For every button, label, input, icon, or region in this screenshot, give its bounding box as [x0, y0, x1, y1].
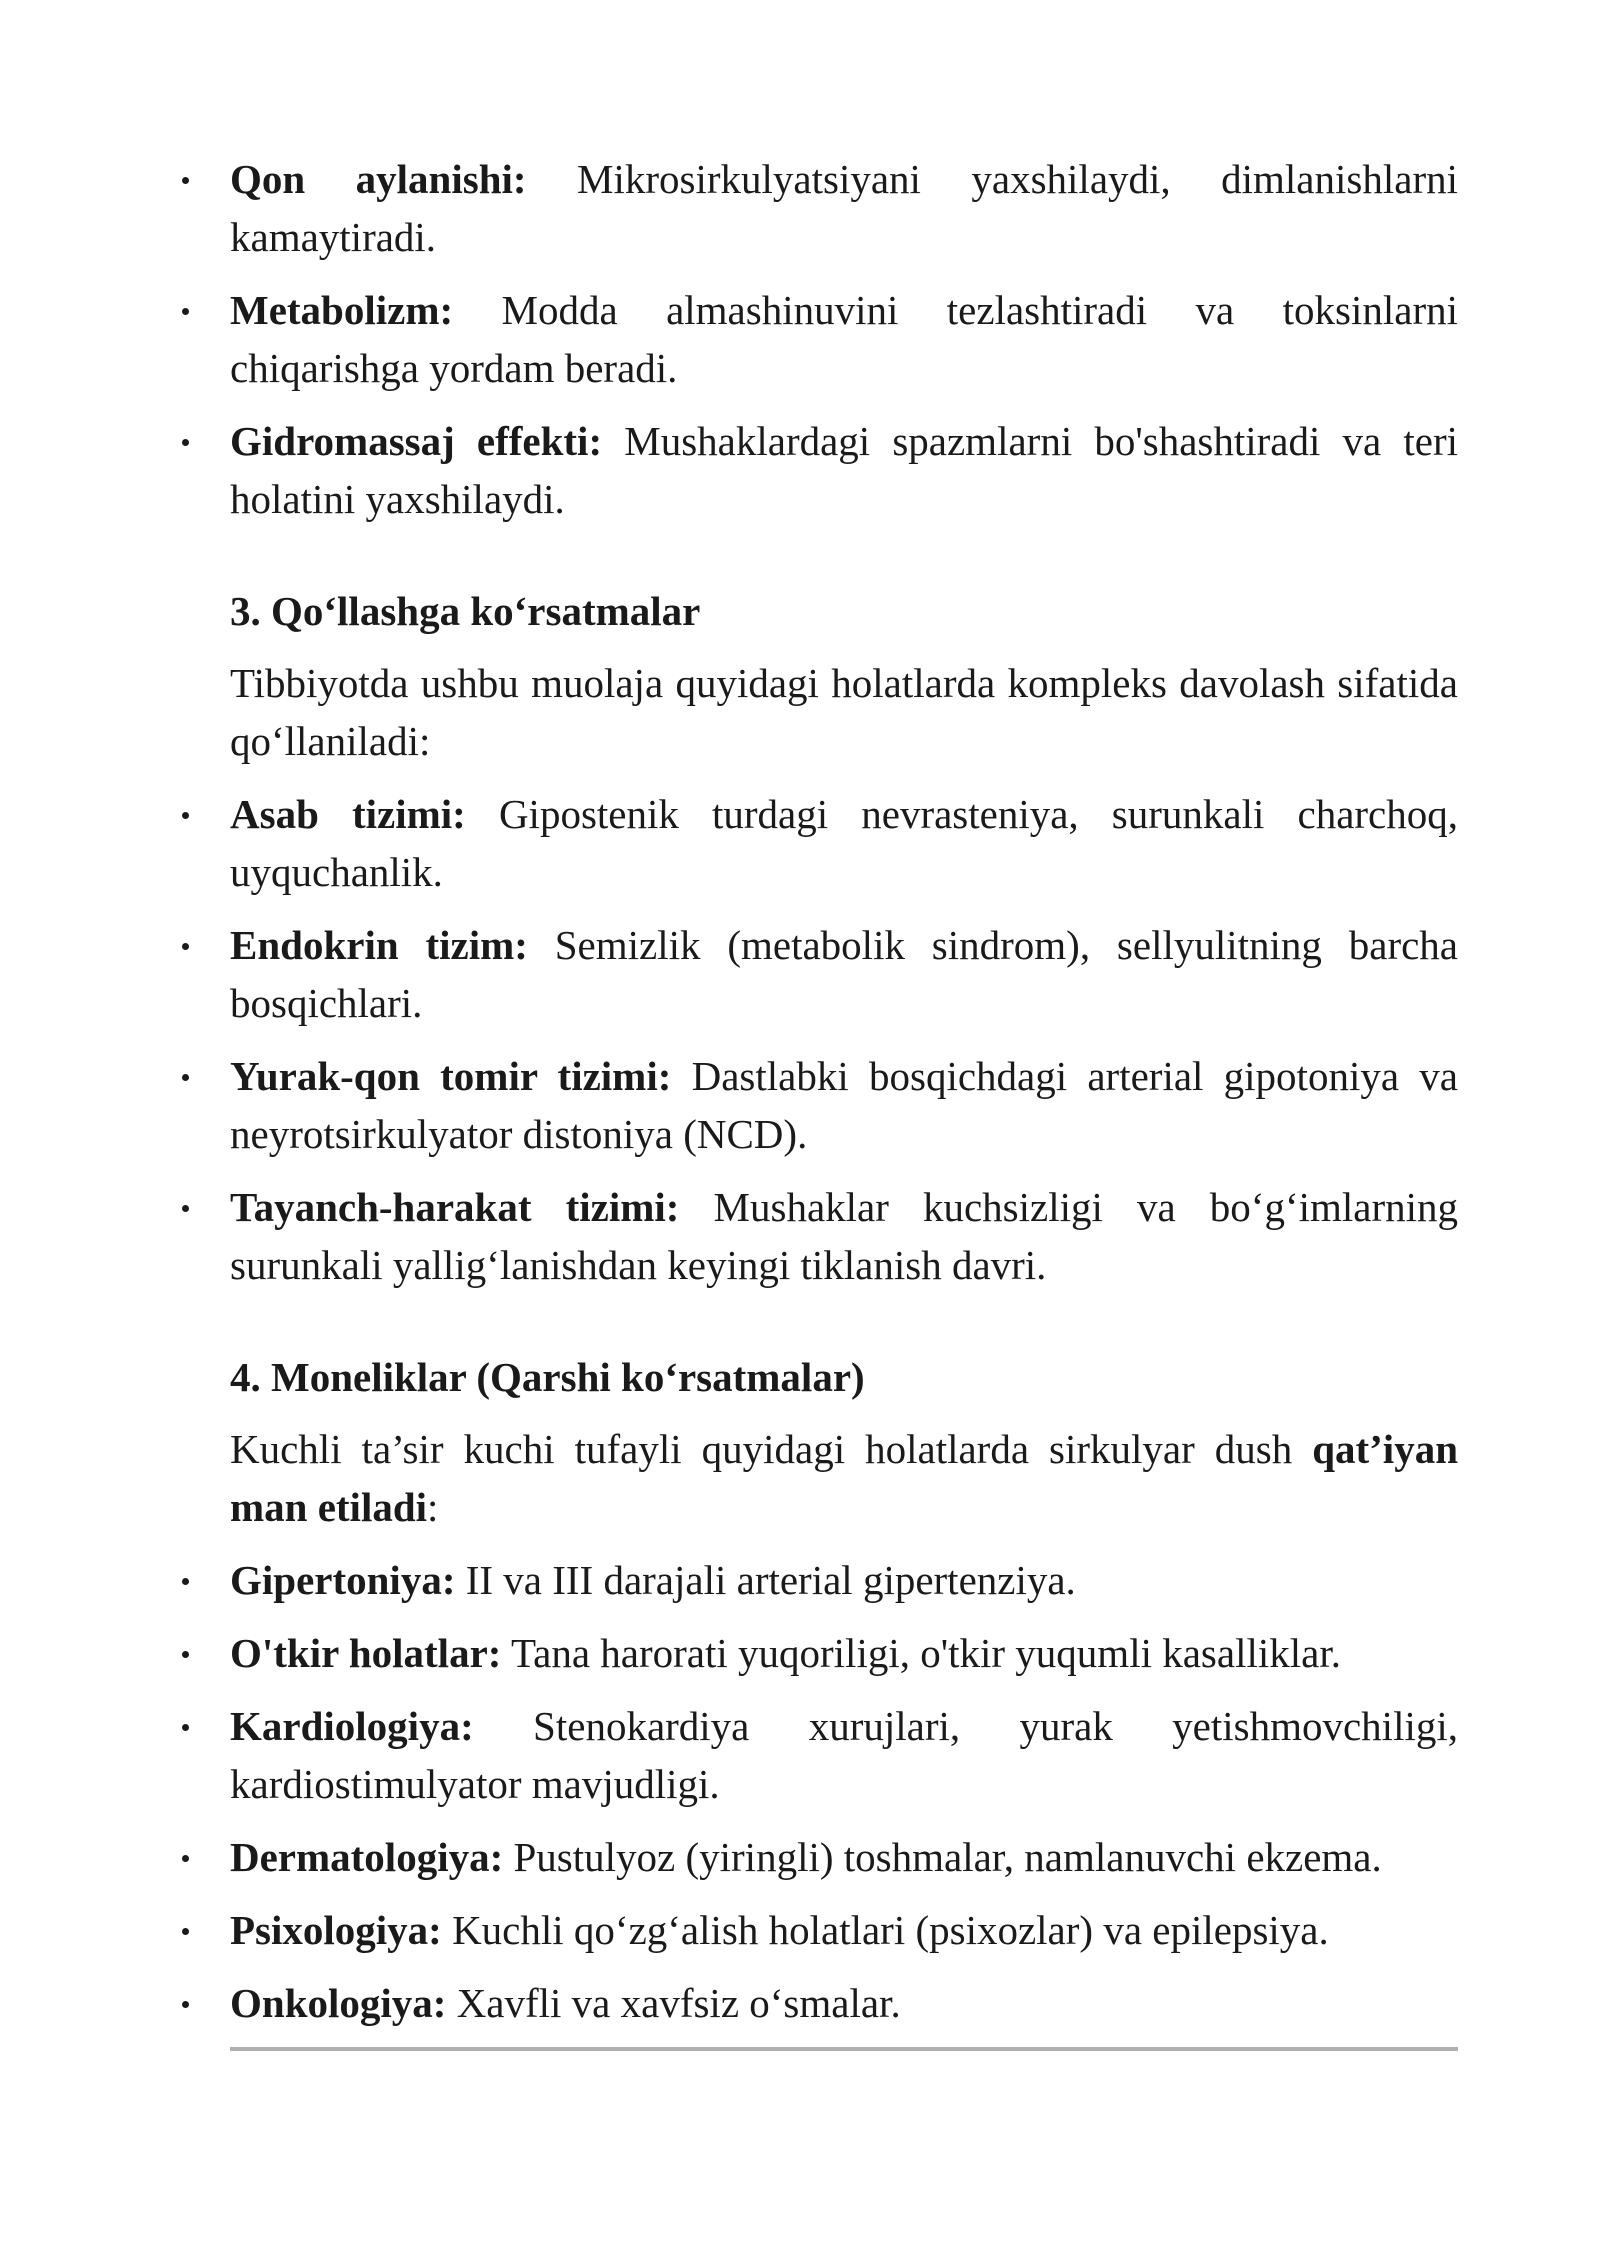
document-page — [230, 150, 1458, 2051]
item-text: Xavfli va xavfsiz o‘smalar. — [446, 1980, 901, 2026]
item-text: Gipostenik turdagi nevrasteniya, surunkali charchoq, uyquchanlik. — [230, 791, 1459, 895]
list-item — [230, 1551, 1458, 1609]
item-text: Stenokardiya xurujlari, yurak yetishmovchiligi, kardiostimulyator mavjudligi. — [230, 1703, 1458, 1807]
list-item — [230, 1047, 1458, 1163]
item-term: Qon aylanishi: — [230, 156, 527, 202]
list-item — [230, 1178, 1458, 1294]
contraindications-list — [230, 1551, 1458, 2032]
item-text: Kuchli qo‘zg‘alish holatlari (psixozlar) va epilepsiya. — [441, 1907, 1329, 1953]
item-text: II va III darajali arterial gipertenziya. — [455, 1557, 1076, 1603]
item-text: Mushaklardagi spazmlarni bo'shashtiradi va teri holatini yaxshilaydi. — [230, 418, 1458, 522]
item-term: Tayanch-harakat tizimi: — [230, 1184, 680, 1230]
list-item — [230, 1624, 1458, 1682]
list-item — [230, 1828, 1458, 1886]
item-text: Pustulyoz (yiringli) toshmalar, namlanuvchi ekzema. — [503, 1834, 1382, 1880]
list-item — [230, 1901, 1458, 1959]
item-text: Mushaklar kuchsizligi va bo‘g‘imlarning surunkali yallig‘lanishdan keyingi tiklanish davri. — [230, 1184, 1459, 1288]
item-term: Onkologiya: — [230, 1980, 447, 2026]
list-item — [230, 1974, 1458, 2032]
item-text: Mikrosirkulyatsiyani yaxshilaydi, dimlanishlarni kamaytiradi. — [230, 156, 1458, 260]
item-term: Metabolizm: — [230, 287, 454, 333]
item-term: Gidromassaj effekti: — [230, 418, 603, 464]
list-item — [230, 412, 1458, 528]
item-term: Kardiologiya: — [230, 1703, 474, 1749]
item-term: Yurak-qon tomir tizimi: — [230, 1053, 672, 1099]
item-term: O'tkir holatlar: — [230, 1630, 502, 1676]
intro-plain: Kuchli ta’sir kuchi tufayli quyidagi holatlarda sirkulyar dush — [230, 1426, 1313, 1472]
item-text: Semizlik (metabolik sindrom), sellyulitning barcha bosqichlari. — [230, 922, 1458, 1026]
section-heading-indications: 3. Qo‘llashga ko‘rsatmalar — [230, 588, 701, 634]
item-text: Tana harorati yuqoriligi, o'tkir yuqumli kasalliklar. — [501, 1630, 1341, 1676]
item-term: Gipertoniya: — [230, 1557, 456, 1603]
intro-bold: qat’iyan man etiladi — [230, 1426, 1458, 1530]
item-text: Dastlabki bosqichdagi arterial gipotoniya va neyrotsirkulyator distoniya (NCD). — [230, 1053, 1458, 1157]
list-item — [230, 281, 1458, 397]
list-item — [230, 150, 1458, 266]
item-term: Dermatologiya: — [230, 1834, 504, 1880]
item-text: Modda almashinuvini tezlashtiradi va toksinlarni chiqarishga yordam beradi. — [230, 287, 1458, 391]
item-term: Psixologiya: — [230, 1907, 442, 1953]
intro-end: : — [427, 1484, 439, 1530]
section-intro: Tibbiyotda ushbu muolaja quyidagi holatlarda kompleks davolash sifatida qo‘llaniladi: — [230, 660, 1458, 764]
section-intro — [230, 1420, 1458, 1536]
horizontal-rule — [230, 2047, 1458, 2051]
item-term: Endokrin tizim: — [230, 922, 528, 968]
section-heading-contraindications: 4. Moneliklar (Qarshi ko‘rsatmalar) — [230, 1354, 865, 1400]
effects-list — [230, 150, 1458, 528]
list-item — [230, 785, 1458, 901]
item-term: Asab tizimi: — [230, 791, 466, 837]
indications-list — [230, 785, 1458, 1294]
list-item — [230, 1697, 1458, 1813]
list-item — [230, 916, 1458, 1032]
